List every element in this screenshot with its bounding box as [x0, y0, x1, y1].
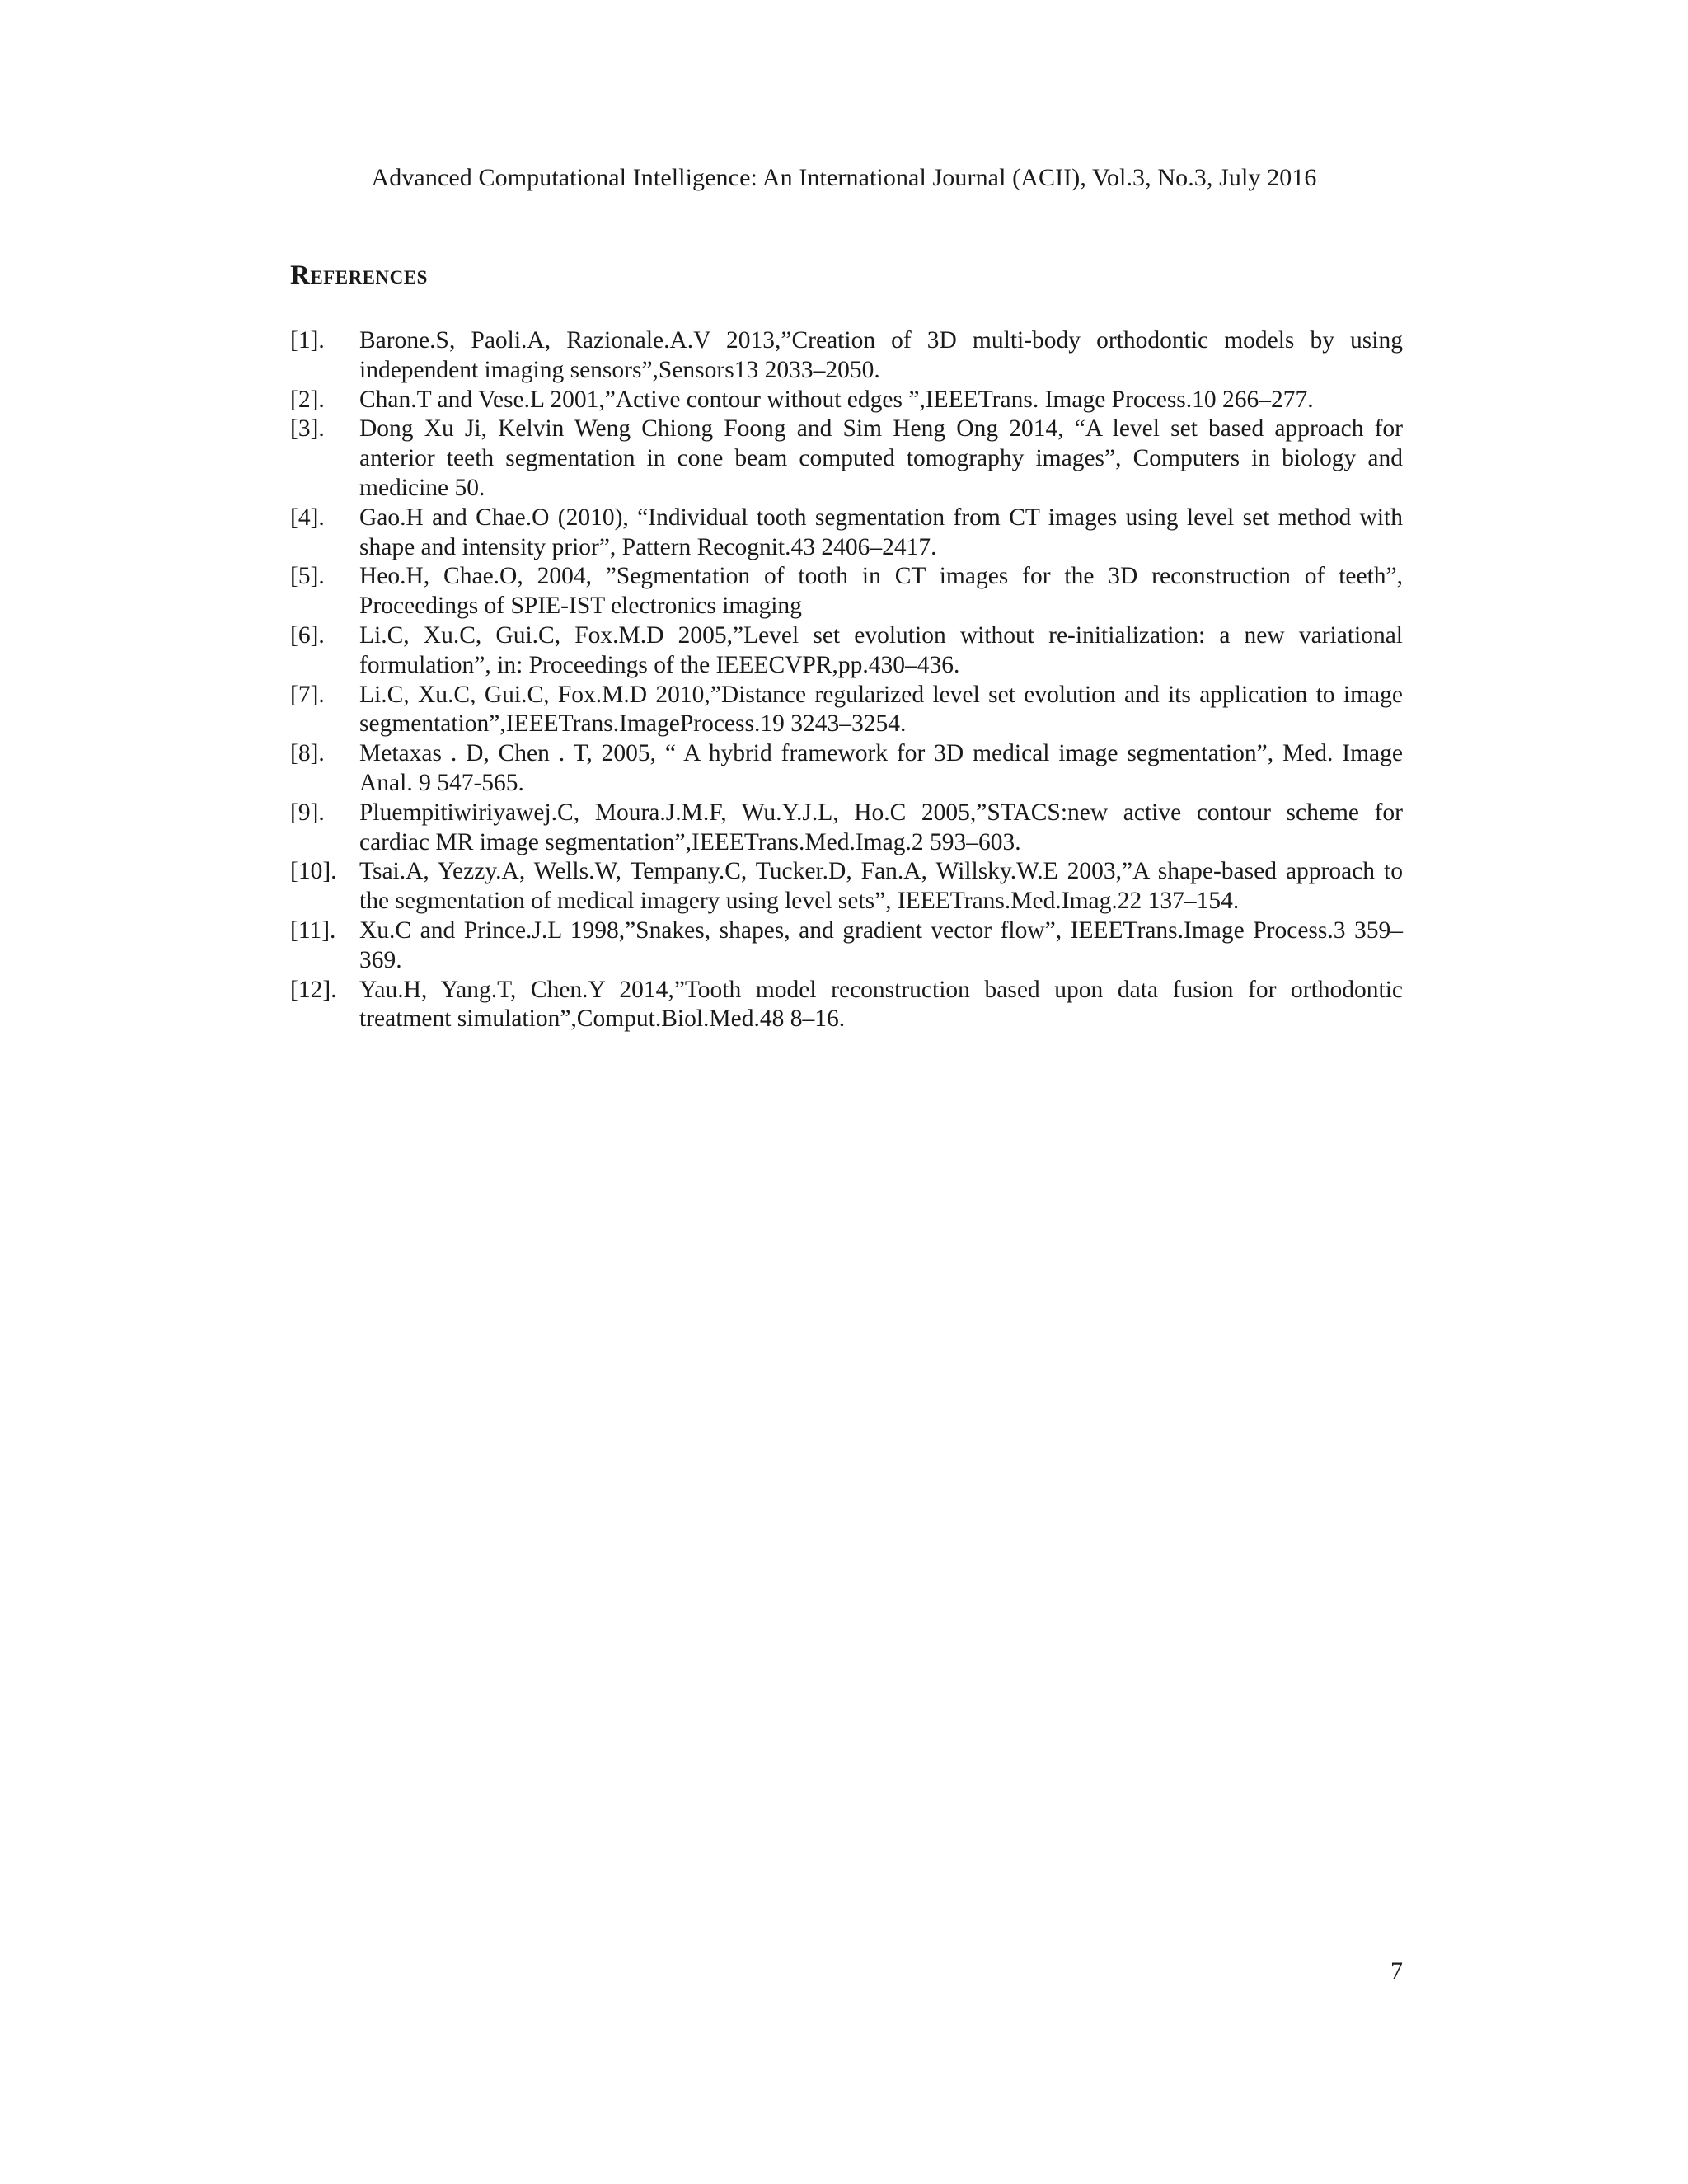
- reference-number: [3].: [290, 415, 325, 443]
- reference-text: Li.C, Xu.C, Gui.C, Fox.M.D 2010,”Distance regularized level set evolution and its application to image segmentation”,IEEETrans.ImageProcess.19 3243–3254.: [359, 681, 1403, 738]
- reference-number: [1].: [290, 327, 325, 354]
- reference-number: [12].: [290, 976, 337, 1003]
- reference-item-1: [290, 326, 1403, 386]
- section-title-references: References: [290, 260, 428, 290]
- reference-text: Heo.H, Chae.O, 2004, ”Segmentation of tooth in CT images for the 3D reconstruction of teeth”, Proceedings of SPIE-IST electronics imaging: [359, 563, 1403, 620]
- reference-text: Barone.S, Paoli.A, Razionale.A.V 2013,”Creation of 3D multi-body orthodontic models by using independent imaging sensors”,Sensors13 2033–2050.: [359, 327, 1403, 383]
- reference-item-2: [290, 386, 1403, 415]
- reference-number: [5].: [290, 563, 325, 590]
- reference-item-12: [290, 976, 1403, 1035]
- reference-number: [4].: [290, 504, 325, 531]
- reference-text: Yau.H, Yang.T, Chen.Y 2014,”Tooth model reconstruction based upon data fusion for orthodontic treatment simulation”,Comput.Biol.Med.48 8–16.: [359, 976, 1403, 1033]
- reference-number: [2].: [290, 386, 325, 413]
- reference-text: Li.C, Xu.C, Gui.C, Fox.M.D 2005,”Level set evolution without re-initialization: a new variational formulation”, in: Proceedings of the IEEECVPR,pp.430–436.: [359, 621, 1403, 678]
- reference-item-9: [290, 799, 1403, 858]
- reference-number: [9].: [290, 799, 325, 826]
- reference-text: Gao.H and Chae.O (2010), “Individual tooth segmentation from CT images using level set method with shape and intensity prior”, Pattern Recognit.43 2406–2417.: [359, 504, 1403, 560]
- reference-number: [10].: [290, 858, 337, 885]
- page-number: 7: [1390, 1957, 1403, 1985]
- reference-item-11: [290, 916, 1403, 976]
- running-header: Advanced Computational Intelligence: An International Journal (ACII), Vol.3, No.3, July 2016: [371, 164, 1317, 191]
- reference-list: [290, 326, 1403, 1034]
- reference-item-7: [290, 681, 1403, 740]
- reference-item-8: [290, 739, 1403, 799]
- reference-item-4: [290, 504, 1403, 563]
- reference-text: Chan.T and Vese.L 2001,”Active contour without edges ”,IEEETrans. Image Process.10 266–277.: [359, 386, 1314, 413]
- reference-number: [8].: [290, 740, 325, 767]
- reference-text: Dong Xu Ji, Kelvin Weng Chiong Foong and Sim Heng Ong 2014, “A level set based approach for anterior teeth segmentation in cone beam computed tomography images”, Computers in biology and medicine 50.: [359, 415, 1403, 501]
- reference-text: Xu.C and Prince.J.L 1998,”Snakes, shapes, and gradient vector flow”, IEEETrans.Image Process.3 359–369.: [359, 916, 1403, 973]
- reference-item-6: [290, 621, 1403, 681]
- reference-item-5: [290, 562, 1403, 621]
- reference-number: [7].: [290, 681, 325, 708]
- reference-text: Pluempitiwiriyawej.C, Moura.J.M.F, Wu.Y.J.L, Ho.C 2005,”STACS:new active contour scheme for cardiac MR image segmentation”,IEEETrans.Med.Imag.2 593–603.: [359, 799, 1403, 855]
- reference-text: Tsai.A, Yezzy.A, Wells.W, Tempany.C, Tucker.D, Fan.A, Willsky.W.E 2003,”A shape-based approach to the segmentation of medical imagery using level sets”, IEEETrans.Med.Imag.22 137–154.: [359, 858, 1403, 915]
- reference-item-10: [290, 857, 1403, 916]
- reference-item-3: [290, 415, 1403, 503]
- reference-number: [6].: [290, 621, 325, 649]
- reference-number: [11].: [290, 916, 336, 944]
- reference-text: Metaxas . D, Chen . T, 2005, “ A hybrid framework for 3D medical image segmentation”, Med. Image Anal. 9 547-565.: [359, 740, 1403, 796]
